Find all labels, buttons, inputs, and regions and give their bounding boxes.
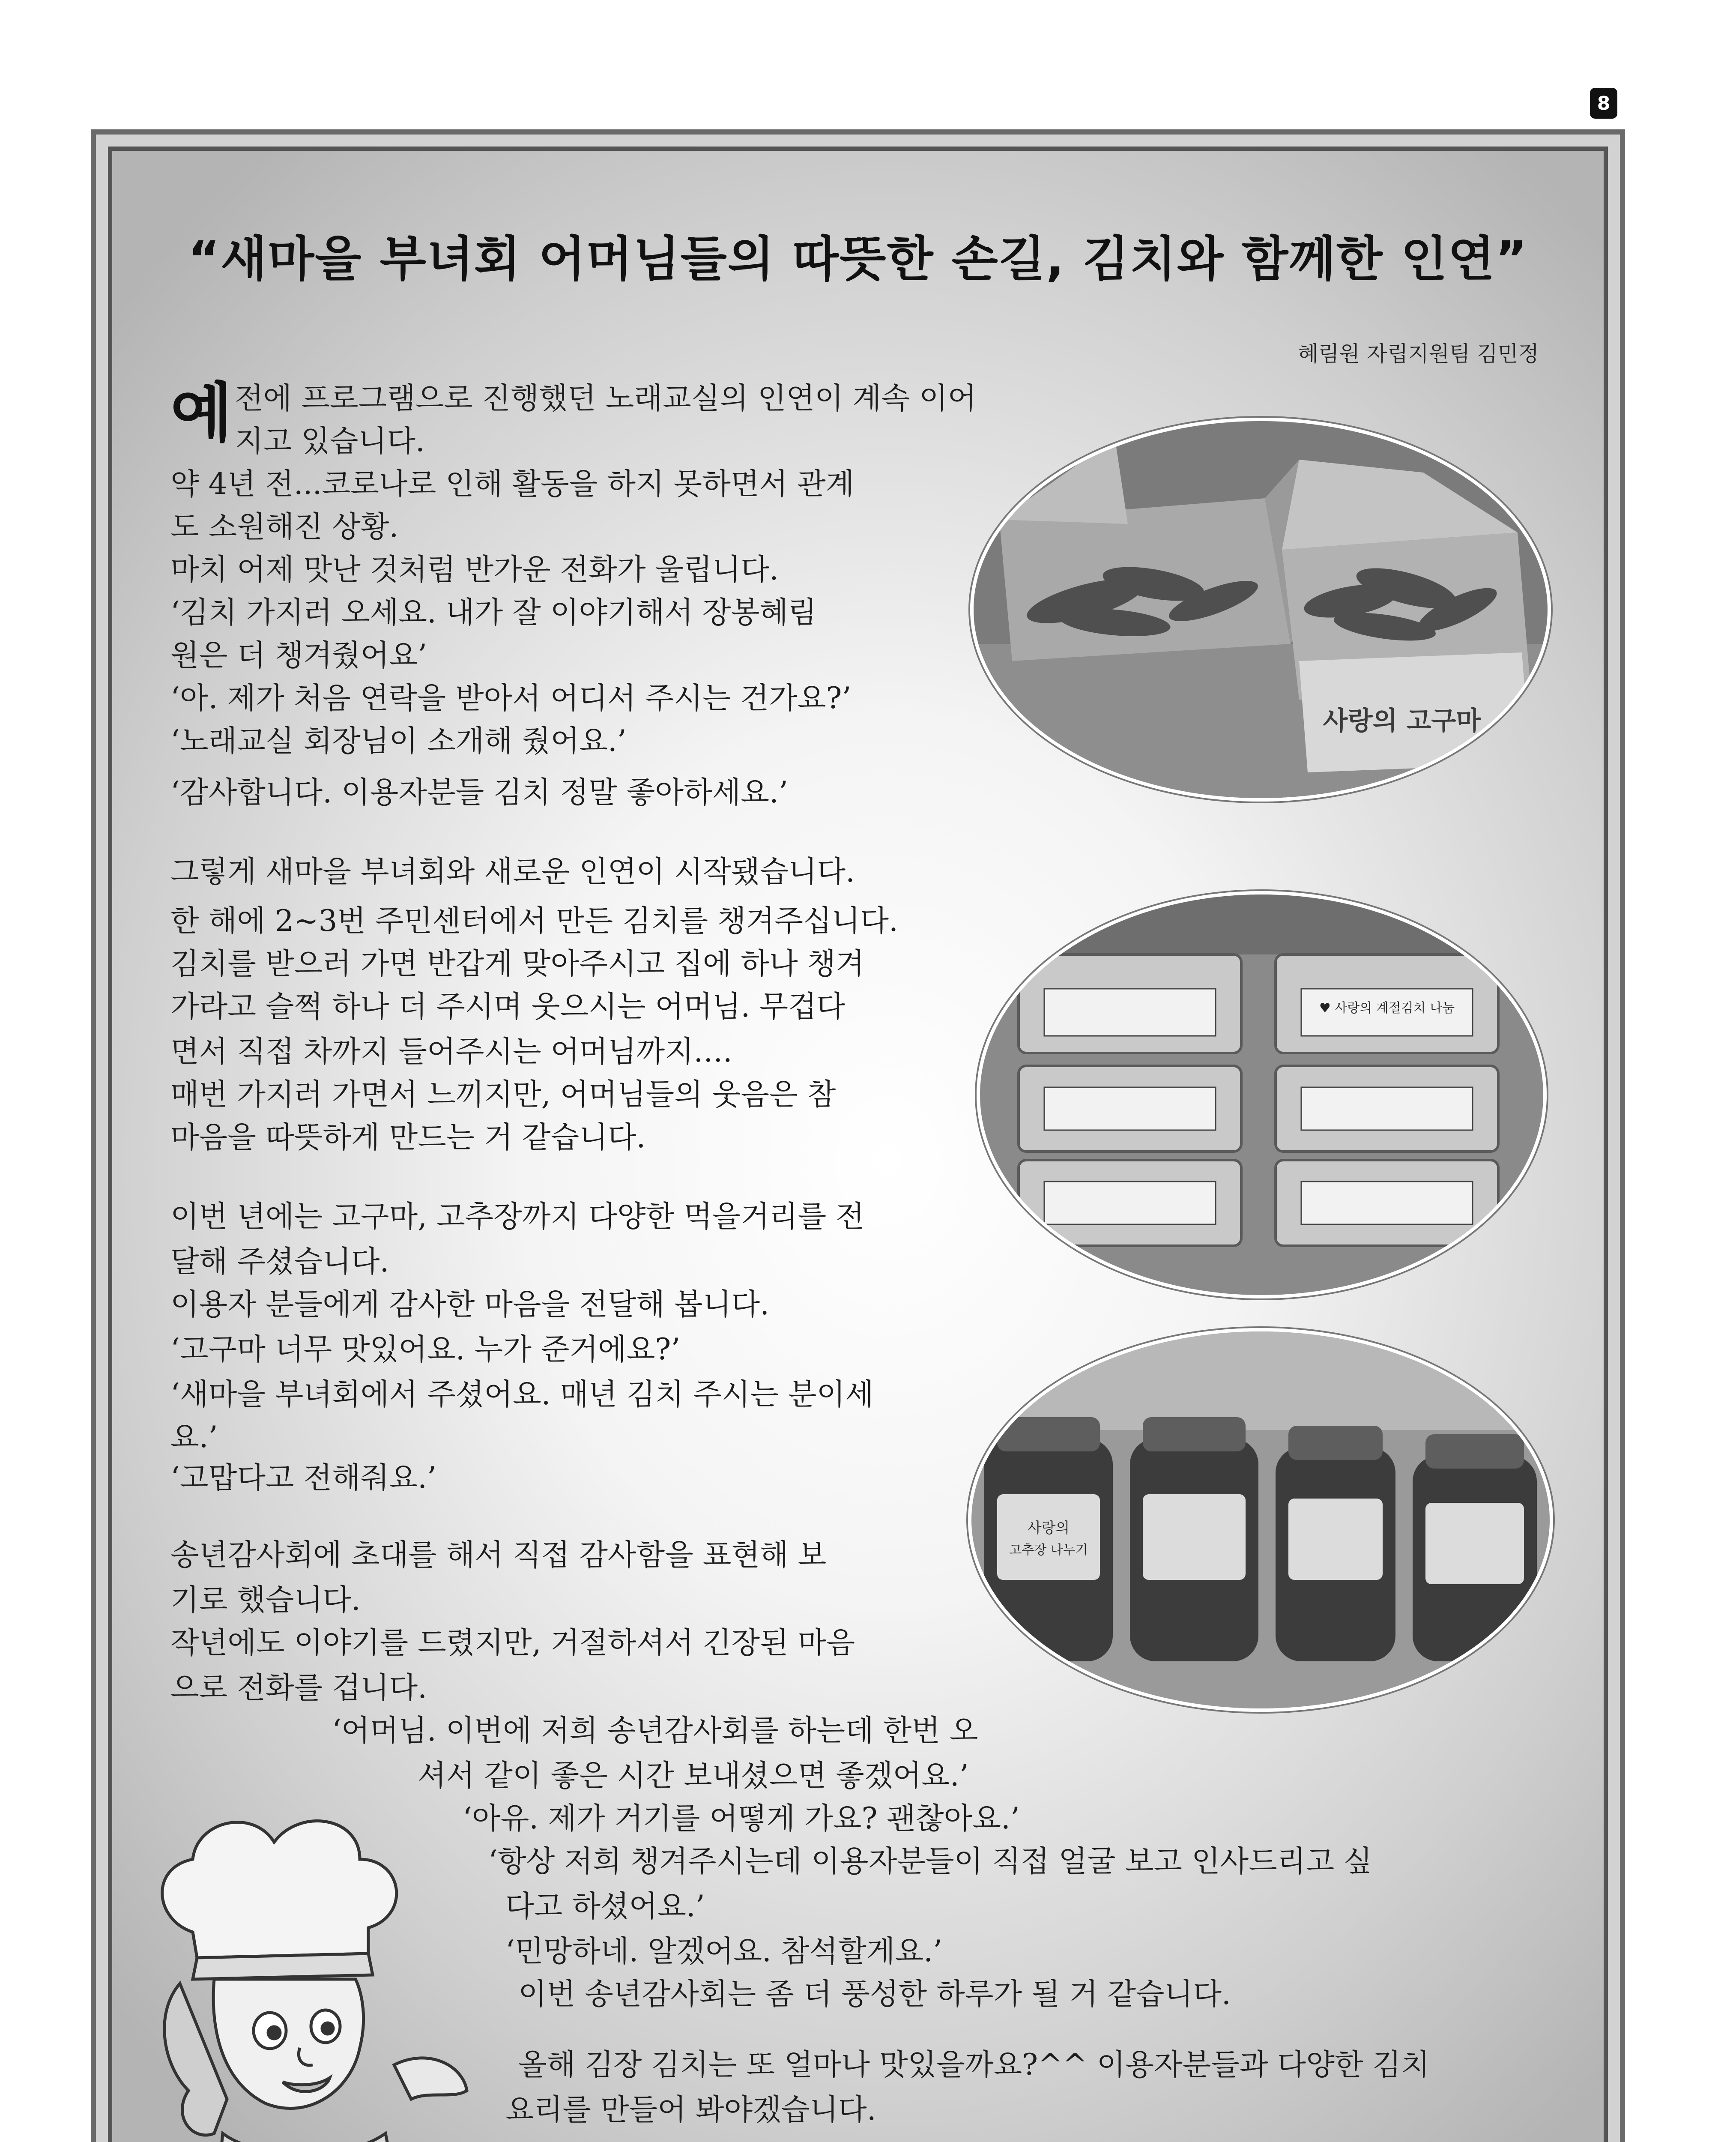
body-line: 으로 전화를 겁니다. — [170, 1671, 427, 1705]
dialog-line: 다고 하셨어요.’ — [505, 1889, 705, 1924]
dialog-line: ‘민망하네. 알겠어요. 참석할게요.’ — [505, 1934, 943, 1968]
body-line: 송년감사회에 초대를 해서 직접 감사함을 표현해 보 — [170, 1538, 827, 1572]
body-line: ‘새마을 부녀회에서 주셨어요. 매년 김치 주시는 분이세 — [170, 1377, 874, 1412]
dialog-line: ‘어머님. 이번에 저희 송년감사회를 하는데 한번 오 — [332, 1714, 978, 1748]
intro-line: 전에 프로그램으로 진행했던 노래교실의 인연이 계속 이어 — [235, 381, 977, 416]
body-line: 도 소원해진 상황. — [170, 510, 399, 544]
page-number-badge: 8 — [1590, 88, 1617, 119]
body-line: ‘고구마 너무 맛있어요. 누가 준거에요?’ — [170, 1332, 681, 1367]
jar-label-line1: 사랑의 — [1027, 1520, 1070, 1537]
body-line: 이번 년에는 고구마, 고추장까지 다양한 먹을거리를 전 — [170, 1200, 864, 1234]
kimchi-containers-photo — [977, 891, 1547, 1298]
jar-label-line2: 고추장 나누기 — [1009, 1543, 1088, 1558]
body-line: 그렇게 새마을 부녀회와 새로운 인연이 시작됐습니다. — [170, 855, 855, 889]
body-line: 달해 주셨습니다. — [170, 1245, 389, 1279]
body-line: ‘고맙다고 전해줘요.’ — [170, 1461, 436, 1495]
body-line: 작년에도 이야기를 드렸지만, 거절하셔서 긴장된 마음 — [170, 1626, 855, 1660]
body-line: ‘아. 제가 처음 연락을 받아서 어디서 주시는 건가요?’ — [170, 681, 852, 715]
body-line: 김치를 받으러 가면 반갑게 맞아주시고 집에 하나 챙겨 — [170, 947, 864, 981]
body-line: 마음을 따뜻하게 만드는 거 같습니다. — [170, 1120, 646, 1155]
drop-cap: 예 — [170, 376, 233, 451]
dialog-line: 요리를 만들어 봐야겠습니다. — [505, 2093, 876, 2127]
body-line: 이용자 분들에게 감사한 마음을 전달해 봅니다. — [170, 1287, 770, 1322]
dialog-line: 셔서 같이 좋은 시간 보내셨으면 좋겠어요.’ — [418, 1759, 969, 1793]
body-line: ‘노래교실 회장님이 소개해 줬어요.’ — [170, 724, 627, 758]
sweet-potato-photo — [970, 418, 1551, 802]
body-line: 마치 어제 맛난 것처럼 반가운 전화가 울립니다. — [170, 553, 779, 587]
body-line: 약 4년 전...코로나로 인해 활동을 하지 못하면서 관계 — [170, 467, 855, 501]
body-line: ‘김치 가지러 오세요. 내가 잘 이야기해서 장봉혜림 — [170, 595, 817, 630]
body-line: 면서 직접 차까지 들어주시는 어머님까지…. — [170, 1035, 732, 1069]
dialog-line: ‘항상 저희 챙겨주시는데 이용자분들이 직접 얼굴 보고 인사드리고 싶 — [488, 1844, 1372, 1879]
article-title: “새마을 부녀회 어머님들의 따뜻한 손길, 김치와 함께한 인연” — [188, 231, 1528, 287]
intro-line: 지고 있습니다. — [235, 424, 425, 458]
article-byline: 혜림원 자립지원팀 김민정 — [1297, 341, 1539, 366]
body-line: 매번 가지러 가면서 느끼지만, 어머님들의 웃음은 참 — [170, 1077, 836, 1112]
gochujang-jars-photo — [968, 1328, 1553, 1712]
body-line: ‘감사합니다. 이용자분들 김치 정말 좋아하세요.’ — [170, 775, 788, 810]
chef-illustration — [128, 1791, 493, 2142]
container-label-text: ♥ 사랑의 계절김치 나눔 — [1319, 1001, 1455, 1016]
body-line: 기로 했습니다. — [170, 1583, 361, 1617]
dialog-line: 이번 송년감사회는 좀 더 풍성한 하루가 될 거 같습니다. — [518, 1977, 1231, 2011]
box-banner-text: 사랑의 고구마 — [1323, 706, 1481, 736]
body-line: 한 해에 2~3번 주민센터에서 만든 김치를 챙겨주십니다. — [170, 904, 898, 938]
body-line: 요.’ — [170, 1420, 218, 1454]
dialog-line: ‘아유. 제가 거기를 어떻게 가요? 괜찮아요.’ — [463, 1801, 1020, 1836]
body-line: 가라고 슬쩍 하나 더 주시며 웃으시는 어머님. 무겁다 — [170, 990, 846, 1024]
body-line: 원은 더 챙겨줬어요’ — [170, 638, 427, 673]
dialog-line: 올해 김장 김치는 또 얼마나 맛있을까요?^^ 이용자분들과 다양한 김치 — [518, 2048, 1430, 2082]
